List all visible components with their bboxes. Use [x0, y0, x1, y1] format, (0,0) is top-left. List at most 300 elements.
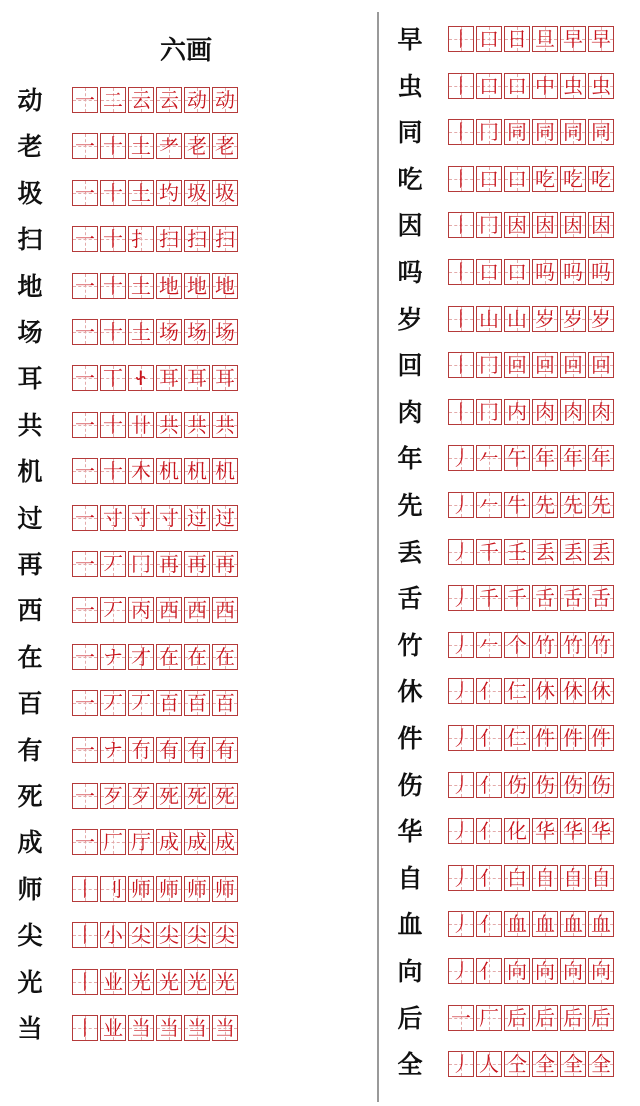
stroke-step-glyph: 一: [75, 88, 95, 112]
stroke-step-cell: [128, 319, 154, 345]
stroke-step-cell: [504, 119, 530, 145]
stroke-step-glyph: 老: [215, 134, 235, 159]
stroke-step-cell: [72, 737, 98, 763]
stroke-step-glyph: 成: [215, 830, 235, 855]
character-label: 先: [397, 491, 423, 520]
stroke-step-glyph: 过: [187, 505, 207, 530]
stroke-step-cell: [156, 783, 182, 809]
stroke-step-glyph: 虫: [563, 73, 583, 98]
stroke-step-cell: [448, 1005, 474, 1031]
stroke-step-cell: [184, 829, 210, 855]
stroke-step-glyph: 后: [507, 1005, 527, 1030]
stroke-step-cell: [476, 585, 502, 611]
stroke-step-glyph: 丢: [591, 539, 611, 564]
stroke-step-glyph: 当: [215, 1016, 235, 1040]
stroke-step-cell: [72, 458, 98, 484]
stroke-step-glyph: 一: [451, 1005, 471, 1030]
character-label: 地: [17, 271, 43, 301]
stroke-step-cell: [532, 1051, 558, 1077]
stroke-step-cell: [504, 492, 530, 518]
character-label: 耳: [17, 364, 43, 394]
stroke-step-cell: [100, 829, 126, 855]
stroke-step-cell: [448, 911, 474, 937]
stroke-step-cell: [532, 73, 558, 99]
stroke-step-cell: [184, 180, 210, 206]
stroke-step-glyph: 一: [75, 320, 95, 344]
stroke-step-glyph: 再: [215, 552, 235, 576]
stroke-step-cell: [100, 551, 126, 577]
stroke-step-glyph: 年: [591, 446, 611, 471]
stroke-order-grid: [72, 505, 240, 531]
stroke-step-cell: [100, 644, 126, 670]
stroke-order-grid: [448, 958, 616, 984]
stroke-step-glyph: 回: [591, 353, 611, 378]
stroke-step-glyph: 岁: [563, 306, 583, 331]
stroke-order-grid: [448, 73, 616, 99]
stroke-step-cell: [212, 922, 238, 948]
stroke-step-cell: [532, 539, 558, 565]
stroke-step-glyph: 回: [563, 353, 583, 378]
stroke-step-glyph: 一: [75, 737, 95, 762]
stroke-step-cell: [588, 1005, 614, 1031]
stroke-step-cell: [72, 505, 98, 531]
stroke-step-cell: [100, 505, 126, 531]
stroke-step-cell: [184, 319, 210, 345]
character-label: 扫: [17, 225, 43, 255]
stroke-step-glyph: 吃: [563, 166, 583, 191]
stroke-step-cell: [448, 26, 474, 52]
stroke-step-glyph: 血: [535, 912, 555, 937]
stroke-order-grid: [448, 352, 616, 378]
stroke-step-glyph: 丨: [75, 876, 95, 901]
stroke-step-glyph: 场: [215, 320, 235, 344]
stroke-step-cell: [100, 87, 126, 113]
stroke-step-glyph: 吃: [591, 166, 611, 191]
stroke-step-glyph: 丨: [451, 73, 471, 98]
stroke-step-cell: [156, 829, 182, 855]
character-label: 全: [397, 1050, 423, 1080]
stroke-step-cell: [212, 969, 238, 995]
stroke-step-glyph: 件: [535, 726, 555, 750]
character-label: 后: [397, 1003, 423, 1033]
stroke-step-cell: [532, 632, 558, 658]
stroke-step-glyph: 向: [507, 959, 527, 983]
stroke-step-cell: [476, 306, 502, 332]
stroke-step-cell: [448, 772, 474, 798]
stroke-step-cell: [72, 690, 98, 716]
stroke-step-cell: [100, 319, 126, 345]
stroke-step-cell: [504, 445, 530, 471]
stroke-step-cell: [184, 783, 210, 809]
stroke-step-glyph: 西: [187, 598, 207, 623]
stroke-step-cell: [448, 958, 474, 984]
stroke-step-glyph: 再: [187, 552, 207, 576]
character-label: 尖: [17, 921, 43, 951]
stroke-step-cell: [72, 644, 98, 670]
stroke-step-glyph: 二: [103, 88, 123, 112]
stroke-order-grid: [72, 551, 240, 577]
stroke-step-glyph: 同: [507, 120, 527, 145]
stroke-step-glyph: 丿: [451, 586, 471, 611]
stroke-step-glyph: 伤: [563, 772, 583, 797]
stroke-step-cell: [72, 87, 98, 113]
stroke-step-glyph: 一: [75, 134, 95, 159]
stroke-step-cell: [100, 737, 126, 763]
stroke-step-cell: [72, 365, 98, 391]
stroke-step-glyph: 仁: [507, 726, 527, 750]
stroke-order-grid: [448, 119, 616, 145]
stroke-step-glyph: 内: [507, 399, 527, 424]
stroke-step-glyph: 一: [75, 505, 95, 530]
stroke-step-cell: [476, 352, 502, 378]
stroke-order-grid: [448, 1051, 616, 1077]
stroke-step-glyph: 岁: [535, 306, 555, 331]
character-label: 因: [397, 211, 423, 241]
stroke-step-glyph: 业: [103, 969, 123, 994]
character-label: 场: [17, 318, 43, 347]
stroke-step-glyph: 土: [131, 134, 151, 159]
stroke-step-glyph: 吗: [535, 260, 555, 284]
stroke-step-cell: [100, 365, 126, 391]
stroke-step-cell: [532, 678, 558, 704]
stroke-step-cell: [212, 1015, 238, 1041]
character-label: 虫: [397, 71, 423, 101]
stroke-step-cell: [588, 772, 614, 798]
stroke-order-grid: [72, 273, 240, 299]
stroke-step-glyph: 十: [103, 180, 123, 205]
stroke-step-glyph: 场: [159, 320, 179, 344]
stroke-step-glyph: 丨: [75, 923, 95, 948]
stroke-step-glyph: 亻: [479, 819, 499, 844]
stroke-step-glyph: 歹: [103, 784, 123, 808]
stroke-order-grid: [448, 492, 616, 518]
stroke-step-cell: [184, 273, 210, 299]
stroke-step-glyph: 扌: [131, 227, 151, 252]
stroke-step-glyph: 向: [535, 959, 555, 983]
stroke-step-cell: [184, 87, 210, 113]
stroke-step-cell: [212, 365, 238, 391]
stroke-order-grid: [448, 445, 616, 471]
stroke-step-cell: [212, 319, 238, 345]
character-label: 吗: [397, 258, 423, 287]
character-label: 机: [17, 457, 43, 487]
stroke-step-cell: [156, 690, 182, 716]
stroke-step-cell: [100, 690, 126, 716]
stroke-step-cell: [560, 539, 586, 565]
stroke-step-cell: [448, 1051, 474, 1077]
character-label: 同: [397, 118, 423, 148]
stroke-step-glyph: 千: [507, 586, 527, 611]
stroke-step-glyph: 耳: [215, 366, 235, 391]
stroke-step-glyph: 先: [535, 493, 555, 517]
stroke-step-cell: [128, 505, 154, 531]
stroke-step-cell: [476, 958, 502, 984]
character-label: 动: [17, 86, 43, 115]
stroke-step-cell: [448, 445, 474, 471]
stroke-step-glyph: 全: [535, 1052, 555, 1077]
stroke-step-glyph: 木: [131, 459, 151, 484]
character-label: 向: [397, 957, 423, 986]
stroke-step-glyph: 光: [187, 969, 207, 994]
stroke-step-glyph: 在: [215, 644, 235, 669]
stroke-step-glyph: 有: [187, 737, 207, 762]
stroke-step-glyph: 丨: [451, 306, 471, 331]
stroke-step-glyph: 云: [159, 88, 179, 112]
stroke-step-glyph: 午: [507, 446, 527, 471]
stroke-step-cell: [476, 1005, 502, 1031]
stroke-step-cell: [560, 73, 586, 99]
stroke-step-glyph: 丿: [451, 632, 471, 657]
stroke-order-grid: [448, 166, 616, 192]
stroke-step-glyph: 才: [131, 644, 151, 669]
character-label: 师: [17, 874, 43, 904]
stroke-step-glyph: 师: [187, 876, 207, 901]
stroke-step-glyph: 成: [187, 830, 207, 855]
stroke-step-cell: [212, 180, 238, 206]
stroke-step-glyph: 寸: [103, 505, 123, 530]
stroke-step-cell: [476, 725, 502, 751]
stroke-step-glyph: 丆: [103, 691, 123, 716]
stroke-step-glyph: 在: [187, 644, 207, 669]
stroke-step-glyph: 丨: [75, 1016, 95, 1040]
stroke-step-glyph: 口: [507, 73, 527, 98]
stroke-step-cell: [504, 259, 530, 285]
stroke-step-glyph: 尖: [131, 923, 151, 948]
stroke-step-cell: [128, 1015, 154, 1041]
character-label: 成: [17, 828, 43, 858]
stroke-step-cell: [448, 539, 474, 565]
stroke-step-cell: [504, 212, 530, 238]
stroke-order-grid: [448, 678, 616, 704]
stroke-step-cell: [476, 445, 502, 471]
stroke-step-cell: [588, 399, 614, 425]
stroke-step-glyph: 同: [591, 120, 611, 145]
stroke-step-glyph: 一: [75, 784, 95, 808]
stroke-step-cell: [504, 539, 530, 565]
stroke-step-cell: [128, 551, 154, 577]
stroke-step-glyph: 一: [75, 366, 95, 391]
stroke-step-glyph: 肉: [563, 399, 583, 424]
stroke-step-glyph: 土: [131, 180, 151, 205]
stroke-order-grid: [72, 458, 240, 484]
stroke-step-glyph: 丿: [451, 912, 471, 937]
character-label: 死: [17, 782, 43, 811]
stroke-step-glyph: 丨: [451, 213, 471, 238]
stroke-step-cell: [448, 259, 474, 285]
stroke-step-cell: [212, 737, 238, 763]
stroke-step-cell: [72, 412, 98, 438]
stroke-step-glyph: 血: [507, 912, 527, 937]
stroke-step-cell: [448, 632, 474, 658]
stroke-step-cell: [72, 319, 98, 345]
stroke-step-glyph: 旦: [535, 27, 555, 51]
stroke-step-cell: [532, 1005, 558, 1031]
stroke-order-grid: [72, 597, 240, 623]
stroke-step-glyph: 丢: [535, 539, 555, 564]
stroke-order-grid: [72, 783, 240, 809]
stroke-step-cell: [156, 969, 182, 995]
stroke-step-cell: [184, 365, 210, 391]
stroke-step-cell: [588, 585, 614, 611]
stroke-step-cell: [504, 678, 530, 704]
stroke-step-cell: [532, 725, 558, 751]
stroke-step-glyph: 地: [215, 273, 235, 298]
stroke-step-glyph: 亻: [479, 772, 499, 797]
stroke-step-cell: [72, 273, 98, 299]
stroke-step-cell: [448, 212, 474, 238]
stroke-step-glyph: 年: [535, 446, 555, 471]
stroke-step-glyph: 休: [535, 679, 555, 704]
stroke-step-glyph: 先: [563, 493, 583, 517]
stroke-step-cell: [504, 958, 530, 984]
stroke-step-glyph: 吗: [591, 260, 611, 284]
section-title: 六画: [160, 36, 213, 66]
stroke-step-glyph: ナ: [103, 644, 123, 669]
stroke-step-cell: [212, 783, 238, 809]
stroke-step-cell: [128, 87, 154, 113]
stroke-step-cell: [72, 829, 98, 855]
stroke-step-cell: [504, 26, 530, 52]
stroke-step-cell: [212, 458, 238, 484]
stroke-step-cell: [560, 399, 586, 425]
character-label: 过: [17, 503, 43, 533]
column-divider: [377, 12, 379, 1102]
stroke-step-cell: [588, 352, 614, 378]
stroke-step-cell: [100, 180, 126, 206]
stroke-step-glyph: 丨: [451, 120, 471, 145]
stroke-step-cell: [504, 725, 530, 751]
character-label: 百: [17, 689, 43, 719]
stroke-step-cell: [212, 597, 238, 623]
stroke-step-cell: [448, 725, 474, 751]
stroke-step-cell: [156, 412, 182, 438]
character-label: 件: [397, 724, 423, 753]
stroke-step-cell: [128, 226, 154, 252]
stroke-step-cell: [588, 166, 614, 192]
stroke-step-glyph: 个: [507, 632, 527, 657]
stroke-step-cell: [532, 119, 558, 145]
stroke-step-glyph: 再: [159, 552, 179, 576]
stroke-step-glyph: 光: [215, 969, 235, 994]
stroke-step-glyph: 因: [507, 213, 527, 238]
stroke-step-cell: [476, 678, 502, 704]
stroke-step-glyph: 寸: [131, 505, 151, 530]
stroke-step-cell: [212, 690, 238, 716]
stroke-step-cell: [532, 585, 558, 611]
stroke-order-grid: [448, 306, 616, 332]
stroke-step-glyph: 十: [103, 134, 123, 159]
stroke-step-cell: [504, 1051, 530, 1077]
stroke-step-cell: [476, 119, 502, 145]
stroke-order-grid: [448, 865, 616, 891]
stroke-step-glyph: 一: [75, 598, 95, 623]
stroke-step-glyph: 山: [479, 306, 499, 331]
stroke-order-grid: [72, 365, 240, 391]
stroke-step-glyph: 伤: [591, 772, 611, 797]
stroke-step-glyph: 虫: [591, 73, 611, 98]
stroke-step-cell: [504, 865, 530, 891]
stroke-step-glyph: 云: [131, 88, 151, 112]
character-label: 丢: [397, 537, 423, 567]
stroke-order-grid: [72, 876, 240, 902]
stroke-step-glyph: 丨: [451, 260, 471, 284]
stroke-step-glyph: 仁: [507, 679, 527, 704]
stroke-step-cell: [560, 678, 586, 704]
stroke-step-glyph: 当: [159, 1016, 179, 1040]
stroke-step-cell: [184, 133, 210, 159]
stroke-step-cell: [588, 492, 614, 518]
stroke-step-cell: [476, 539, 502, 565]
stroke-step-cell: [476, 166, 502, 192]
stroke-step-cell: [448, 306, 474, 332]
stroke-step-cell: [560, 352, 586, 378]
character-label: 伤: [397, 770, 423, 800]
stroke-step-glyph: 动: [187, 88, 207, 112]
stroke-order-grid: [448, 632, 616, 658]
stroke-step-cell: [588, 958, 614, 984]
stroke-step-glyph: 丿: [451, 446, 471, 471]
stroke-step-cell: [504, 818, 530, 844]
stroke-step-cell: [588, 632, 614, 658]
stroke-step-glyph: 尖: [159, 923, 179, 948]
stroke-step-cell: [156, 180, 182, 206]
stroke-step-glyph: 厂: [103, 830, 123, 855]
stroke-step-glyph: 共: [159, 412, 179, 437]
stroke-step-glyph: 同: [535, 120, 555, 145]
stroke-step-glyph: 早: [591, 27, 611, 51]
stroke-step-glyph: 扫: [215, 227, 235, 252]
stroke-step-cell: [128, 180, 154, 206]
stroke-step-glyph: 师: [131, 876, 151, 901]
stroke-step-glyph: 刂: [103, 876, 123, 901]
stroke-step-glyph: 丨: [451, 399, 471, 424]
stroke-step-glyph: 𠂉: [479, 493, 499, 517]
stroke-step-cell: [212, 226, 238, 252]
stroke-step-cell: [560, 818, 586, 844]
stroke-step-glyph: 竹: [535, 632, 555, 657]
stroke-order-grid: [72, 226, 240, 252]
stroke-step-glyph: 因: [591, 213, 611, 238]
stroke-order-grid: [72, 969, 240, 995]
stroke-step-cell: [100, 876, 126, 902]
stroke-step-cell: [504, 1005, 530, 1031]
stroke-step-cell: [588, 306, 614, 332]
stroke-step-cell: [448, 73, 474, 99]
stroke-step-glyph: 死: [187, 784, 207, 808]
stroke-order-grid: [72, 133, 240, 159]
stroke-step-glyph: 机: [159, 459, 179, 484]
stroke-step-cell: [156, 922, 182, 948]
stroke-step-cell: [588, 865, 614, 891]
stroke-step-cell: [588, 818, 614, 844]
stroke-step-cell: [560, 1051, 586, 1077]
character-label: 血: [397, 910, 423, 940]
stroke-step-glyph: 师: [215, 876, 235, 901]
stroke-step-glyph: 年: [563, 446, 583, 471]
stroke-step-cell: [448, 492, 474, 518]
stroke-step-glyph: 丿: [451, 819, 471, 844]
stroke-step-glyph: 尖: [187, 923, 207, 948]
stroke-step-glyph: 尖: [215, 923, 235, 948]
stroke-step-glyph: 百: [187, 691, 207, 716]
stroke-step-glyph: 西: [159, 598, 179, 623]
stroke-order-grid: [448, 911, 616, 937]
stroke-step-cell: [560, 958, 586, 984]
stroke-step-glyph: 伤: [535, 772, 555, 797]
stroke-step-cell: [448, 399, 474, 425]
stroke-step-cell: [212, 87, 238, 113]
character-label: 吃: [397, 164, 423, 194]
